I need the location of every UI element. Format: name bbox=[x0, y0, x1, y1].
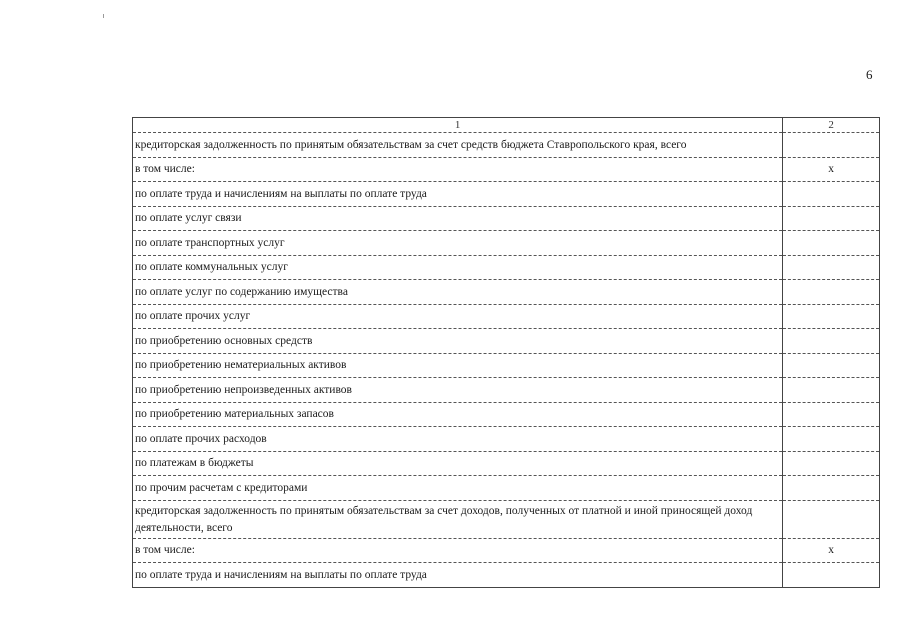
row-value bbox=[783, 182, 880, 207]
table-row bbox=[133, 231, 880, 256]
table-row bbox=[133, 476, 880, 501]
column-header-2: 2 bbox=[783, 118, 880, 133]
table-row bbox=[133, 402, 880, 427]
row-label: по прочим расчетам с кредиторами bbox=[133, 476, 783, 501]
row-label: по платежам в бюджеты bbox=[133, 451, 783, 476]
row-label: в том числе: bbox=[133, 538, 783, 563]
report-table bbox=[132, 117, 880, 588]
row-value bbox=[783, 500, 880, 538]
row-label: по оплате коммунальных услуг bbox=[133, 255, 783, 280]
row-value bbox=[783, 476, 880, 501]
row-value bbox=[783, 451, 880, 476]
row-value bbox=[783, 231, 880, 256]
row-label: кредиторская задолженность по принятым обязательствам за счет средств бюджета Ставропольского края, всего bbox=[133, 133, 783, 158]
row-value bbox=[783, 280, 880, 305]
row-value bbox=[783, 427, 880, 452]
row-value bbox=[783, 133, 880, 158]
row-label: по приобретению материальных запасов bbox=[133, 402, 783, 427]
table-row bbox=[133, 378, 880, 403]
row-label: по оплате транспортных услуг bbox=[133, 231, 783, 256]
column-header-1: 1 bbox=[133, 118, 783, 133]
row-value bbox=[783, 402, 880, 427]
row-label: по оплате труда и начислениям на выплаты по оплате труда bbox=[133, 182, 783, 207]
table-row bbox=[133, 563, 880, 588]
row-label: по приобретению нематериальных активов bbox=[133, 353, 783, 378]
table-row bbox=[133, 206, 880, 231]
row-value bbox=[783, 378, 880, 403]
table-row bbox=[133, 329, 880, 354]
row-label: по оплате прочих услуг bbox=[133, 304, 783, 329]
row-label: по оплате труда и начислениям на выплаты по оплате труда bbox=[133, 563, 783, 588]
row-label: по приобретению непроизведенных активов bbox=[133, 378, 783, 403]
table-row bbox=[133, 280, 880, 305]
table-row bbox=[133, 353, 880, 378]
row-label: в том числе: bbox=[133, 157, 783, 182]
table-row bbox=[133, 538, 880, 563]
table-row bbox=[133, 500, 880, 538]
table-row bbox=[133, 255, 880, 280]
row-value bbox=[783, 255, 880, 280]
row-value: х bbox=[783, 538, 880, 563]
table-row bbox=[133, 304, 880, 329]
row-value: х bbox=[783, 157, 880, 182]
row-value bbox=[783, 353, 880, 378]
page-number: 6 bbox=[866, 67, 873, 82]
row-value bbox=[783, 304, 880, 329]
row-label: по оплате услуг связи bbox=[133, 206, 783, 231]
row-value bbox=[783, 563, 880, 588]
scan-speck bbox=[103, 14, 104, 18]
header-row bbox=[133, 118, 880, 133]
table-row bbox=[133, 182, 880, 207]
row-label: по оплате услуг по содержанию имущества bbox=[133, 280, 783, 305]
table-row bbox=[133, 133, 880, 158]
table-row bbox=[133, 157, 880, 182]
row-label: кредиторская задолженность по принятым обязательствам за счет доходов, полученных от платной и иной приносящей доход деятельности, всего bbox=[133, 500, 783, 538]
row-value bbox=[783, 329, 880, 354]
table-row bbox=[133, 451, 880, 476]
table-row bbox=[133, 427, 880, 452]
row-label: по оплате прочих расходов bbox=[133, 427, 783, 452]
row-label: по приобретению основных средств bbox=[133, 329, 783, 354]
row-value bbox=[783, 206, 880, 231]
